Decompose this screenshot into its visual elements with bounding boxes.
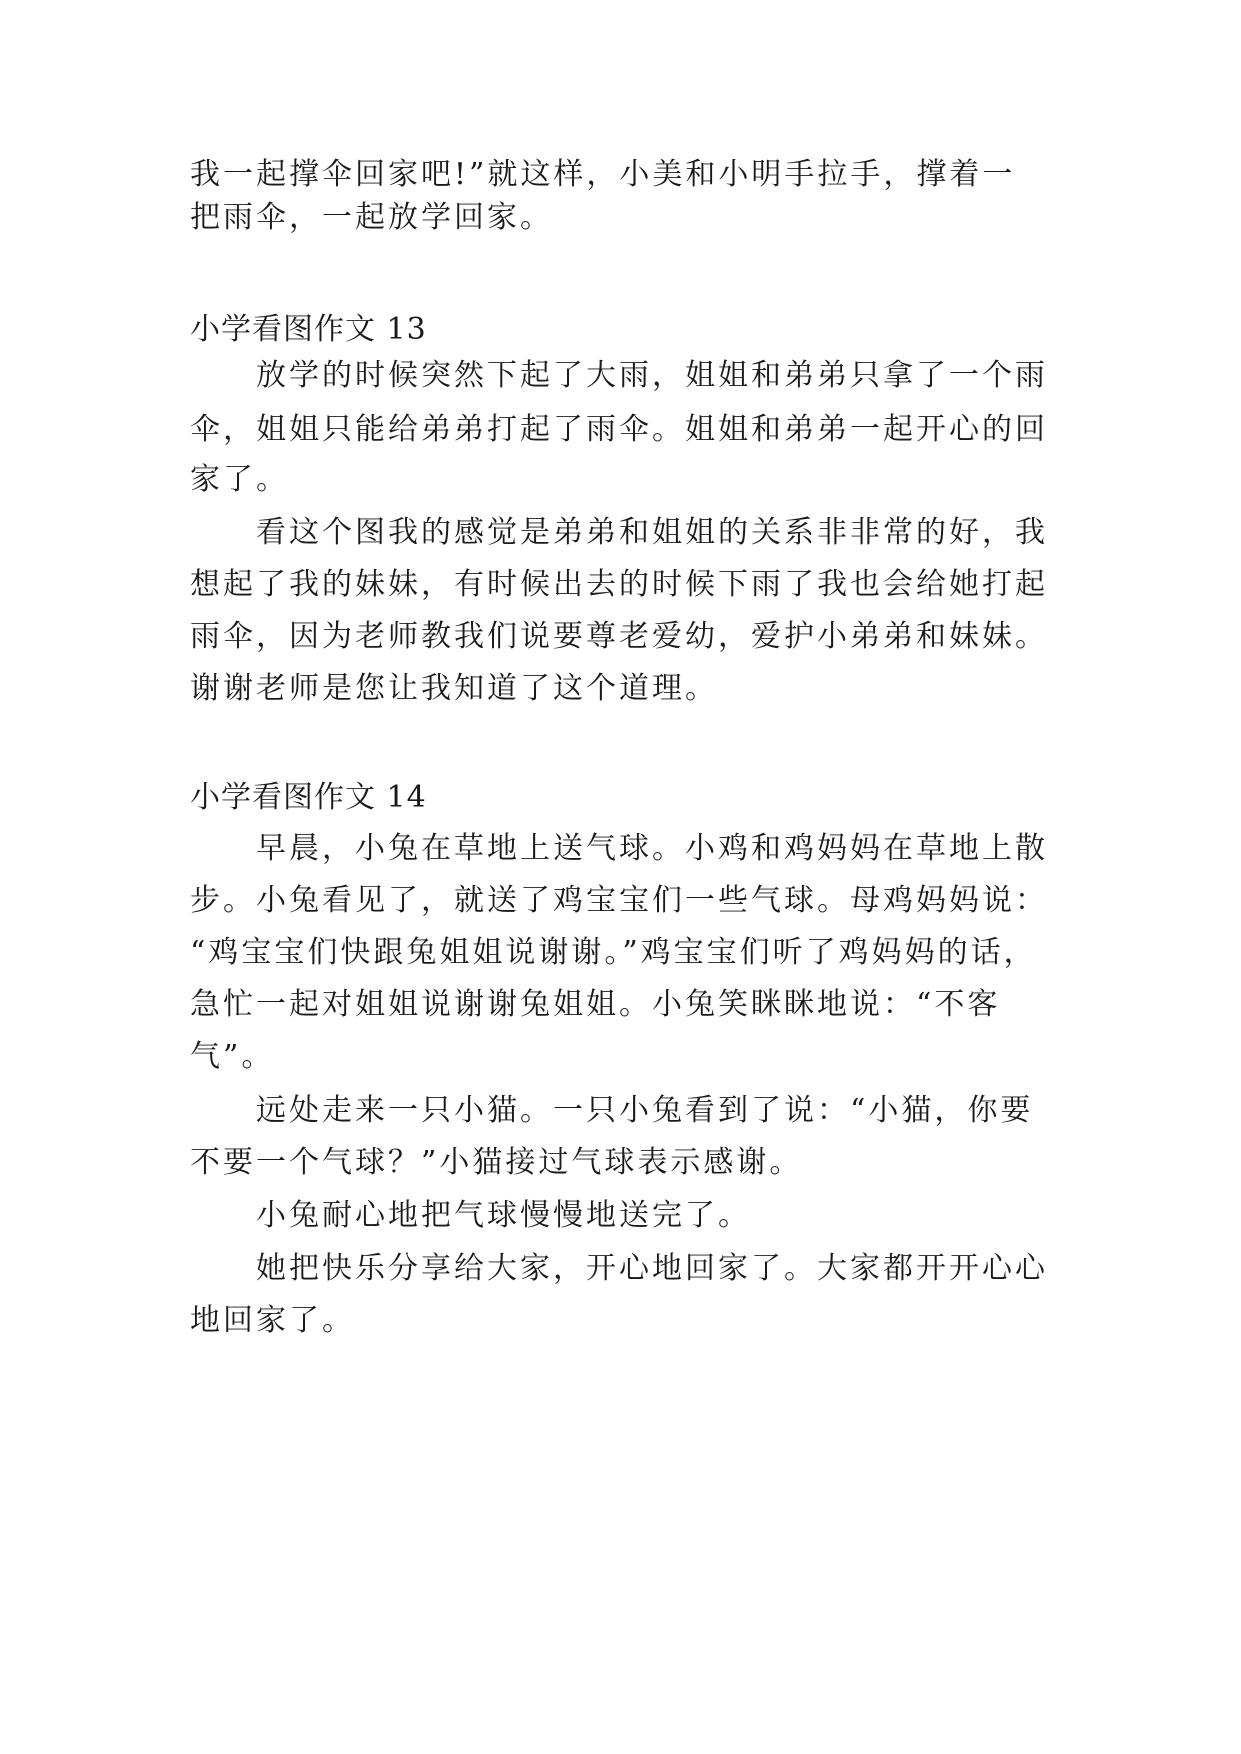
text-line: 小兔耐心地把气球慢慢地送完了。 <box>256 1198 751 1233</box>
text-line: 伞，姐姐只能给弟弟打起了雨伞。姐姐和弟弟一起开心的回 <box>190 412 1048 447</box>
text-line: 放学的时候突然下起了大雨，姐姐和弟弟只拿了一个雨 <box>256 358 1048 393</box>
text-line: 早晨，小兔在草地上送气球。小鸡和鸡妈妈在草地上散 <box>256 831 1048 866</box>
text-line: 我一起撑伞回家吧!”就这样，小美和小明手拉手，撑着一 <box>190 157 1016 192</box>
text-line: 不要一个气球？”小猫接过气球表示感谢。 <box>190 1145 803 1180</box>
text-line: 家了。 <box>190 462 289 497</box>
text-line: 想起了我的妹妹，有时候出去的时候下雨了我也会给她打起 <box>190 567 1048 602</box>
text-line: 谢谢老师是您让我知道了这个道理。 <box>190 671 718 706</box>
text-line: 气”。 <box>190 1039 275 1074</box>
text-line: 把雨伞，一起放学回家。 <box>190 200 553 235</box>
text-line: 急忙一起对姐姐说谢谢兔姐姐。小兔笑眯眯地说：“不客 <box>190 987 1001 1022</box>
text-line: 她把快乐分享给大家，开心地回家了。大家都开开心心 <box>256 1251 1048 1286</box>
text-line: 远处走来一只小猫。一只小兔看到了说：“小猫，你要 <box>256 1093 1034 1128</box>
text-line: “鸡宝宝们快跟兔姐姐说谢谢。”鸡宝宝们听了鸡妈妈的话， <box>190 935 1037 970</box>
essay-title: 小学看图作文 13 <box>190 312 427 347</box>
text-line: 地回家了。 <box>190 1303 355 1338</box>
text-line: 雨伞，因为老师教我们说要尊老爱幼，爱护小弟弟和妹妹。 <box>190 619 1048 654</box>
text-line: 看这个图我的感觉是弟弟和姐姐的关系非非常的好，我 <box>256 515 1048 550</box>
text-line: 步。小兔看见了，就送了鸡宝宝们一些气球。母鸡妈妈说： <box>190 883 1048 918</box>
essay-title: 小学看图作文 14 <box>190 780 427 815</box>
